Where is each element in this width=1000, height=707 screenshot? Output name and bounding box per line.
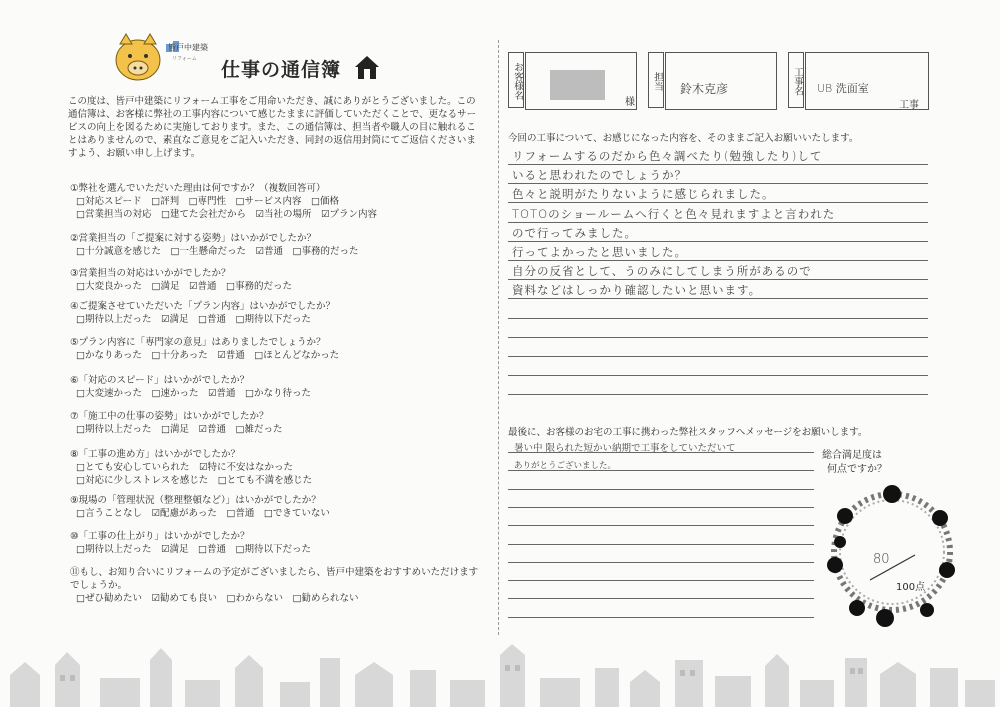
ruled-line xyxy=(508,544,814,545)
impression-line-text: TOTOのショールームへ行くと色々見れますよと言われた xyxy=(512,206,836,221)
ruled-line xyxy=(508,394,928,395)
impression-line-text: 行ってよかったと思いました。 xyxy=(512,245,687,259)
question-item xyxy=(70,267,292,293)
town-skyline-decoration xyxy=(0,640,1000,707)
question-item xyxy=(70,336,339,362)
score-value: 80 xyxy=(873,552,890,567)
message-line-text: ありがとうございました。 xyxy=(514,461,617,471)
work-name: UB 洗面室 xyxy=(817,82,869,95)
ruled-line xyxy=(508,337,928,338)
ruled-line xyxy=(508,525,814,526)
ruled-line xyxy=(508,279,928,280)
question-text: ④ご提案させていただいた「プラン内容」はいかがでしたか？ xyxy=(70,301,336,312)
question-options[interactable]: □対応に少しストレスを感じた □とても不満を感じた xyxy=(76,475,313,486)
impression-line-text: ので行ってみました。 xyxy=(512,225,637,240)
question-options[interactable]: □期待以上だった ☑満足 □普通 □期待以下だった xyxy=(76,544,311,555)
customer-suffix: 様 xyxy=(625,97,635,108)
question-options[interactable]: □大変良かった □満足 ☑普通 □事務的だった xyxy=(76,281,292,292)
question-item xyxy=(70,374,311,400)
ruled-line xyxy=(508,617,814,618)
question-item xyxy=(70,448,312,487)
question-item xyxy=(70,182,377,221)
impression-line-text: 資料などはしっかり確認したいと思います。 xyxy=(512,283,762,298)
flower-wreath-icon xyxy=(815,470,970,630)
question-options[interactable]: □かなりあった □十分あった ☑普通 □ほとんどなかった xyxy=(76,350,340,361)
ruled-line xyxy=(508,375,928,376)
question-options[interactable]: □ぜひ勧めたい ☑勧めても良い □わからない □勧められない xyxy=(76,593,359,604)
impression-line-text: いると思われたのでしょうか？ xyxy=(512,168,687,183)
center-divider xyxy=(498,40,499,635)
staff-name: 鈴木克彦 xyxy=(680,82,729,96)
question-options[interactable]: □十分誠意を感じた □一生懸命だった ☑普通 □事務的だった xyxy=(76,246,359,257)
question-options[interactable]: □言うことなし ☑配慮があった □普通 □できていない xyxy=(76,508,330,519)
ruled-line xyxy=(508,318,928,319)
impression-prompt: 今回の工事について、お感じになった内容を、そのままご記入お願いいたします。 xyxy=(508,133,859,144)
page-title: 仕事の通信簿 xyxy=(221,59,342,81)
question-item xyxy=(70,410,282,436)
ruled-line xyxy=(508,260,928,261)
boar-mascot-logo xyxy=(112,28,222,88)
satisfaction-label-2: 何点ですか？ xyxy=(827,464,887,475)
question-text: ⑤プラン内容に「専門家の意見」はありましたでしょうか？ xyxy=(70,337,326,348)
question-text: ②営業担当の「ご提案に対する姿勢」はいかがでしたか？ xyxy=(70,233,317,244)
work-suffix: 工事 xyxy=(899,100,919,111)
message-line-text: 暑い中 限られた短かい納期で工事をしていただいて xyxy=(514,443,736,454)
question-text: ⑦「施工中の仕事の姿勢」はいかがでしたか？ xyxy=(70,411,269,422)
logo-text: 皆戸中建築 xyxy=(168,43,208,52)
ruled-line xyxy=(508,489,814,490)
question-item xyxy=(70,300,335,326)
question-text: ⑥「対応のスピード」はいかがでしたか？ xyxy=(70,375,250,386)
question-text: ③営業担当の対応はいかがでしたか？ xyxy=(70,268,231,279)
ruled-line xyxy=(508,580,814,581)
question-options[interactable]: □期待以上だった ☑満足 □普通 □期待以下だった xyxy=(76,314,311,325)
question-item xyxy=(70,566,480,605)
staff-label: 担当 xyxy=(648,52,664,108)
question-options[interactable]: □とても安心していられた ☑特に不安はなかった xyxy=(76,462,293,473)
question-options[interactable]: □対応スピード □評判 □専門性 □サービス内容 □価格 xyxy=(76,196,339,207)
ruled-line xyxy=(508,507,814,508)
ruled-line xyxy=(508,183,928,184)
ruled-line xyxy=(508,241,928,242)
ruled-line xyxy=(508,298,928,299)
house-icon xyxy=(353,54,381,80)
question-item xyxy=(70,530,311,556)
question-text: ⑩「工事の仕上がり」はいかがでしたか？ xyxy=(70,531,250,542)
message-prompt: 最後に、お客様のお宅の工事に携わった弊社スタッフへメッセージをお願いします。 xyxy=(508,427,868,438)
impression-line-text: リフォームするのだから色々調べたり(勉強したり)して xyxy=(512,149,823,163)
logo-subtext: リフォーム xyxy=(172,56,197,62)
question-text: ⑨現場の「管理状況（整理整頓など）」はいかがでしたか？ xyxy=(70,495,321,506)
ruled-line xyxy=(508,222,928,223)
ruled-line xyxy=(508,164,928,165)
question-options[interactable]: □大変速かった □速かった ☑普通 □かなり待った xyxy=(76,388,311,399)
question-text: ⑪もし、お知り合いにリフォームの予定がございましたら、皆戸中建築をおすすめいただけますでしょうか。 xyxy=(70,567,479,591)
intro-text: この度は、皆戸中建築にリフォーム工事をご用命いただき、誠にありがとうございました。この通信簿は、お客様に弊社の工事内容について感じたままに評価していただくことで、更なるサービスの向上を図るために実施しております。また、この通信簿は、担当者や職人の目に触れることはありませんので、素直なご意見をご記入いただき、同封の返信用封筒にてご返信くださいますよう、お願い申し上げます。 xyxy=(68,96,477,159)
impression-line-text: 色々と説明がたりないように感じられました。 xyxy=(512,187,775,202)
impression-line-text: 自分の反省として、うのみにしてしまう所があるので xyxy=(512,264,812,279)
ruled-line xyxy=(508,598,814,599)
ruled-line xyxy=(508,356,928,357)
satisfaction-label-1: 総合満足度は xyxy=(822,450,882,461)
question-item xyxy=(70,232,358,258)
ruled-line xyxy=(508,202,928,203)
question-item xyxy=(70,494,330,520)
question-options[interactable]: □営業担当の対応 □建てた会社だから ☑当社の場所 ☑プラン内容 xyxy=(76,209,377,220)
ruled-line xyxy=(508,562,814,563)
redacted-name xyxy=(550,70,605,100)
work-label: 工事名 xyxy=(788,52,804,108)
question-text: ⑧「工事の進め方」はいかがでしたか？ xyxy=(70,449,241,460)
score-max: 100点 xyxy=(896,582,926,593)
customer-name-label: お客様名 xyxy=(508,52,524,108)
question-options[interactable]: □期待以上だった □満足 ☑普通 □雑だった xyxy=(76,424,283,435)
question-text: ①弊社を選んでいただいた理由は何ですか？（複数回答可） xyxy=(70,183,326,194)
